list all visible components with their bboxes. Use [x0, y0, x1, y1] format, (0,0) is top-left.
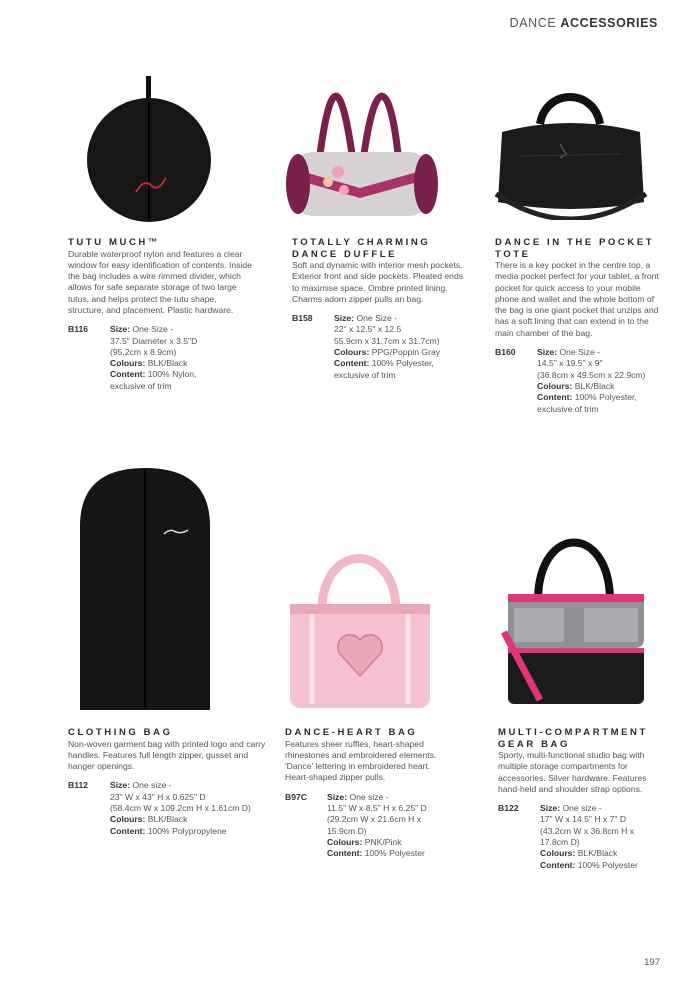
size-label: Size: [110, 324, 131, 335]
colours-value: BLK/Black [147, 814, 188, 825]
colours-label: Colours: [537, 380, 573, 391]
section-header [510, 16, 658, 30]
header-title: ACCESSORIES [560, 16, 658, 30]
header-prefix: DANCE [509, 16, 557, 30]
duffle-bag-image [280, 72, 440, 224]
colours-label: Colours: [110, 814, 146, 825]
product-spec [285, 792, 455, 860]
size-line: (29.2cm W x 21.6cm H x [327, 814, 422, 825]
content-label: Content: [540, 859, 576, 870]
product-title: DANCE-HEART BAG [285, 727, 418, 738]
product-details [540, 803, 668, 871]
size-line: 22" x 12.5" x 12.5 [334, 324, 402, 335]
product-code: B116 [68, 324, 89, 335]
size-label: Size: [540, 803, 561, 814]
content-value: exclusive of trim [537, 403, 599, 414]
product-description: Sporty, multi-functional studio bag with multiple storage compartments for accessories. Silver hardware. Features hand-held and shoulder strap options. [498, 750, 647, 794]
gear-bag-image [500, 528, 650, 710]
size-line: (58.4cm W x 109.2cm H x 1.61cm D) [110, 802, 251, 813]
product-spec [292, 313, 464, 381]
product-code: B97C [285, 791, 307, 802]
content-value: 100% Polypropylene [147, 825, 227, 836]
size-line: One Size - [132, 324, 174, 335]
colours-value: BLK/Black [574, 380, 615, 391]
content-value: 100% Polyester [364, 848, 425, 859]
size-line: One size - [132, 780, 172, 791]
size-line: 15.9cm D) [327, 825, 367, 836]
content-value: 100% Polyester [577, 859, 638, 870]
size-line: One size - [562, 803, 602, 814]
product-title: TOTALLY CHARMING DANCE DUFFLE [292, 237, 431, 260]
product-details [334, 313, 464, 381]
colours-value: BLK/Black [147, 358, 188, 369]
product-description: Features sheer ruffles, heart-shaped rhinestones and embroidered elements. 'Dance' lettering in embroidered heart. Heart-shaped zipper pulls. [285, 738, 437, 783]
size-label: Size: [110, 780, 131, 791]
product-tutu-much [68, 237, 254, 392]
product-description: Non-woven garment bag with printed logo and carry handles. Features full length zipper, gusset and hanger openings. [68, 738, 266, 772]
size-line: 11.5" W x 8.5" H x 6.25" D [327, 802, 427, 813]
product-code: B112 [68, 780, 89, 791]
content-label: Content: [110, 369, 146, 380]
colours-label: Colours: [540, 848, 576, 859]
pocket-tote-image [490, 84, 650, 220]
size-line: 23" W x 43" H x 0.625" D [110, 791, 206, 802]
size-line: (43.2cm W x 36.8cm H x [540, 825, 635, 836]
content-label: Content: [537, 392, 573, 403]
product-title: CLOTHING BAG [68, 727, 173, 738]
size-line: (36.8cm x 49.5cm x 22.9cm) [537, 369, 646, 380]
size-line: (95.2cm x 8.9cm) [110, 346, 177, 357]
size-label: Size: [537, 347, 558, 358]
content-label: Content: [327, 848, 363, 859]
product-spec [68, 780, 274, 836]
size-label: Size: [327, 791, 348, 802]
colours-label: Colours: [334, 347, 370, 358]
size-line: 37.5" Diameter x 3.5"D [110, 335, 198, 346]
product-title: TUTU MUCH™ [68, 237, 160, 248]
colours-value: BLK/Black [577, 848, 618, 859]
colours-label: Colours: [110, 358, 146, 369]
product-dance-in-the-pocket-tote [495, 237, 665, 415]
product-clothing-bag [68, 727, 274, 837]
size-line: 14.5" x 19.5" x 9" [537, 358, 603, 369]
heart-bag-image [284, 544, 434, 712]
product-spec [68, 324, 254, 392]
size-line: 55.9cm x 31.7cm x 31.7cm) [334, 335, 440, 346]
product-spec [498, 803, 668, 871]
product-dance-heart-bag [285, 727, 455, 859]
content-value: 100% Polyester, [574, 392, 637, 403]
product-code: B160 [495, 347, 516, 358]
size-line: 17" W x 14.5" H x 7" D [540, 814, 627, 825]
product-description: There is a key pocket in the centre top, a media pocket perfect for your tablet, a front pocket for quick access to your mobile phone and wallet and the whole bottom of the bag is one giant pocket that unzips and has a soft lining that can extend in to the main chamber of the bag. [495, 260, 659, 338]
content-label: Content: [334, 358, 370, 369]
product-spec [495, 347, 665, 415]
content-label: Content: [110, 825, 146, 836]
content-value: 100% Polyester, [371, 358, 434, 369]
product-details [327, 792, 455, 860]
product-details [537, 347, 665, 415]
product-details [110, 780, 274, 836]
product-code: B122 [498, 803, 519, 814]
product-description: Durable waterproof nylon and features a clear window for easy identification of contents. Inside the bag includes a wire rimmed divider, which allows for safe separate storage of two large tutus, and helps protect the tutu shape, structure, and placement. Plastic hardware. [68, 248, 252, 315]
size-line: One size - [349, 791, 389, 802]
product-multi-compartment-gear-bag [498, 727, 668, 871]
clothing-bag-image [78, 466, 212, 712]
content-value: exclusive of trim [334, 369, 396, 380]
product-code: B158 [292, 313, 313, 324]
size-line: One Size - [559, 347, 601, 358]
product-title: DANCE IN THE POCKET TOTE [495, 237, 655, 260]
product-title: MULTI-COMPARTMENT GEAR BAG [498, 727, 648, 750]
product-totally-charming-dance-duffle [292, 237, 464, 381]
size-line: 17.8cm D) [540, 837, 580, 848]
colours-value: PPG/Poppin Gray [371, 347, 441, 358]
tutu-bag-image [86, 74, 216, 226]
size-label: Size: [334, 313, 355, 324]
colours-label: Colours: [327, 836, 363, 847]
product-description: Soft and dynamic with interior mesh pockets. Exterior front and side pockets. Pleated ends to maximise space. Ombre printed lining. Charms adorn zipper pulls an bag. [292, 260, 464, 304]
colours-value: PNK/Pink [364, 836, 402, 847]
size-line: One Size - [356, 313, 398, 324]
product-details [110, 324, 254, 392]
content-value: exclusive of trim [110, 380, 172, 391]
page-number: 197 [644, 957, 660, 968]
content-value: 100% Nylon, [147, 369, 197, 380]
